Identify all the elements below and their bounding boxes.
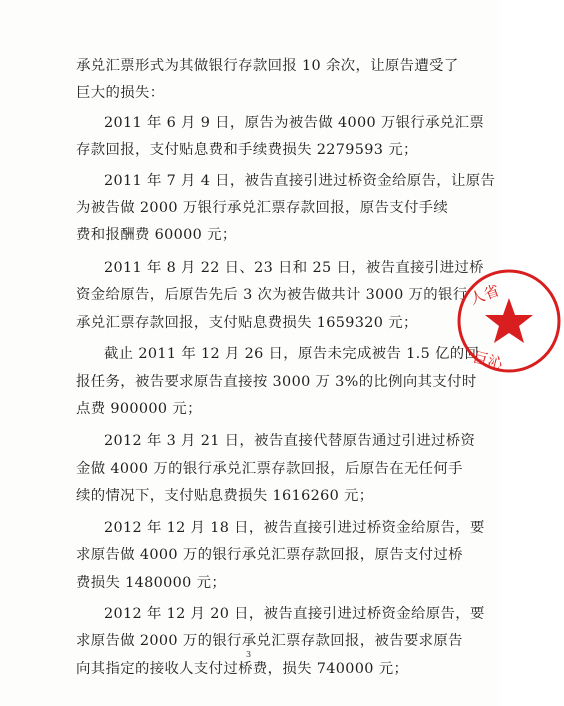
star-icon [485,298,533,343]
text-line: 费和报酬费 60000 元； [76,227,237,243]
text-line: 2011 年 8 月 22 日、23 日和 25 日，被告直接引进过桥 [104,260,484,276]
text-line: 为被告做 2000 万银行承兑汇票存款回报，原告支付手续 [76,200,449,216]
text-line: 求原告做 2000 万的银行承兑汇票存款回报，被告要求原告 [76,633,463,649]
text-line: 续的情况下，支付贴息费损失 1616260 元； [76,488,374,504]
svg-text:巨沁: 巨沁 [471,347,505,374]
text-line: 承兑汇票形式为其做银行存款回报 10 余次，让原告遭受了 [76,58,459,74]
text-line: 费损失 1480000 元； [76,575,227,591]
text-line: 截止 2011 年 12 月 26 日，原告未完成被告 1.5 亿的回 [104,346,480,362]
text-line: 金做 4000 万的银行承兑汇票存款回报，后原告在无任何手 [76,461,463,477]
text-line: 承兑汇票存款回报，支付贴息费损失 1659320 元； [76,315,418,331]
text-line: 2011 年 6 月 9 日，原告为被告做 4000 万银行承兑汇票 [104,115,485,131]
text-line: 2012 年 12 月 20 日，被告直接引进过桥资金给原告，要 [104,606,485,622]
text-line: 向其指定的接收人支付过桥费，损失 740000 元； [76,661,409,677]
text-line: 求原告做 4000 万的银行承兑汇票存款回报，原告支付过桥 [76,547,463,563]
text-line: 点费 900000 元； [76,401,202,417]
text-line: 资金给原告，后原告先后 3 次为被告做共计 3000 万的银行 [76,287,468,303]
svg-text:人省: 人省 [467,281,502,309]
text-line: 存款回报，支付贴息费和手续费损失 2279593 元； [76,142,418,158]
page-number: 3 [246,650,252,659]
red-seal-stamp [454,266,564,376]
text-line: 2011 年 7 月 4 日，被告直接引进过桥资金给原告，让原告 [104,173,496,189]
text-line: 2012 年 12 月 18 日，被告直接引进过桥资金给原告，要 [104,520,485,536]
text-line: 报任务，被告要求原告直接按 3000 万 3%的比例向其支付时 [76,374,477,390]
text-line: 2012 年 3 月 21 日，被告直接代替原告通过引进过桥资 [104,433,476,449]
text-line: 巨大的损失： [76,85,165,101]
